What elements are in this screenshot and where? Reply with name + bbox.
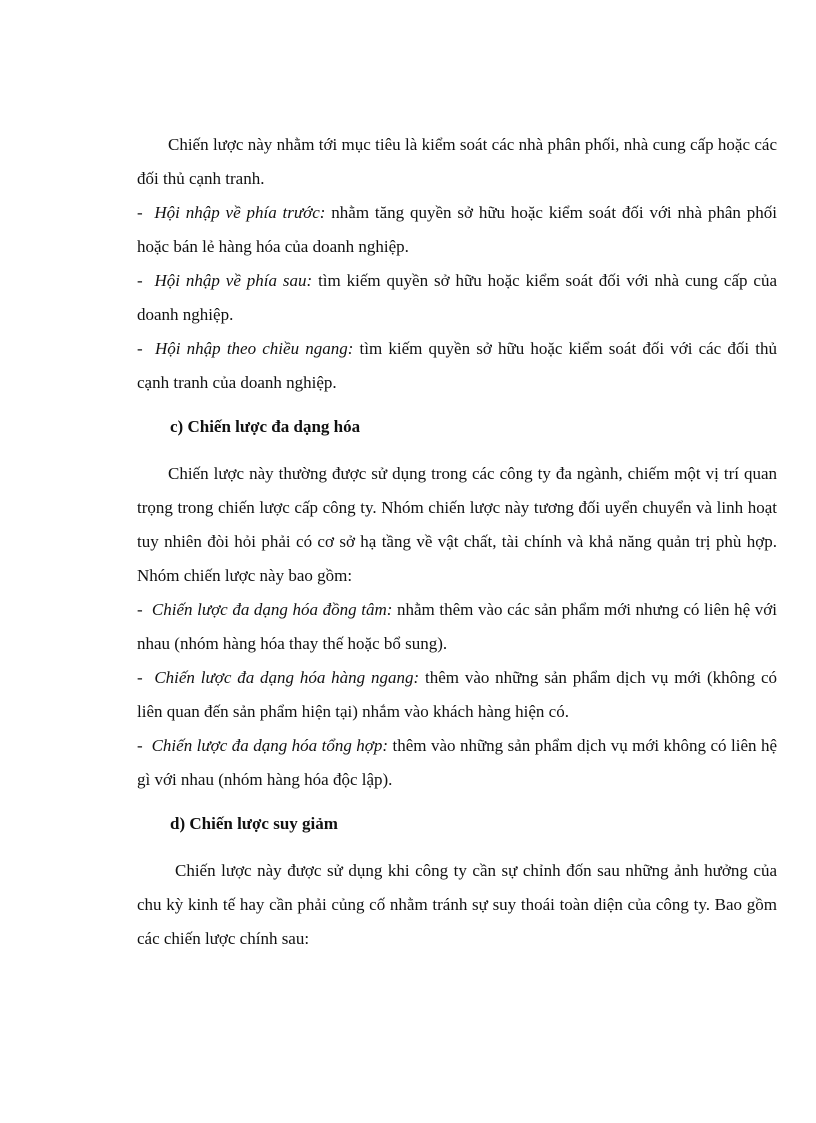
bullet-forward-integration: [137, 196, 777, 264]
bullet-text: nhằm tăng quyền sở hữu hoặc kiểm soát đối với nhà phân phối hoặc bán lẻ hàng hóa của doanh nghiệp.: [137, 203, 777, 256]
bullet-concentric-diversification: [137, 593, 777, 661]
bullet-horizontal-diversification: [137, 661, 777, 729]
heading-diversification: c) Chiến lược đa dạng hóa: [170, 417, 361, 436]
bullet-term: Chiến lược đa dạng hóa hàng ngang:: [154, 668, 420, 687]
bullet-term: Chiến lược đa dạng hóa đồng tâm:: [151, 600, 393, 619]
bullet-text: tìm kiếm quyền sở hữu hoặc kiểm soát đối với các đối thủ cạnh tranh của doanh nghiệp.: [137, 339, 777, 392]
bullet-text: nhằm thêm vào các sản phẩm mới nhưng có liên hệ với nhau (nhóm hàng hóa thay thế hoặc bổ sung).: [137, 600, 777, 653]
bullet-dash: -: [137, 203, 143, 222]
bullet-dash: -: [137, 736, 143, 755]
bullet-dash: -: [137, 668, 143, 687]
bullet-text: thêm vào những sản phẩm dịch vụ mới không có liên hệ gì với nhau (nhóm hàng hóa độc lập).: [137, 736, 778, 789]
retrenchment-intro-paragraph: Chiến lược này được sử dụng khi công ty cần sự chỉnh đốn sau những ảnh hưởng của chu kỳ kinh tế hay cần phải củng cố nhằm tránh sự suy thoái toàn diện của công ty. Bao gồm các chiến lược chính sau:: [137, 861, 777, 948]
bullet-dash: -: [137, 600, 143, 619]
bullet-conglomerate-diversification: [137, 729, 777, 797]
bullet-term: Hội nhập về phía trước:: [154, 203, 326, 222]
bullet-dash: -: [137, 339, 143, 358]
heading-retrenchment: d) Chiến lược suy giảm: [170, 814, 338, 833]
document-page: [137, 128, 777, 956]
bullet-dash: -: [137, 271, 143, 290]
diversification-intro-paragraph: Chiến lược này thường được sử dụng trong các công ty đa ngành, chiếm một vị trí quan trọng trong chiến lược cấp công ty. Nhóm chiến lược này tương đối uyển chuyển và linh hoạt tuy nhiên đòi hỏi phải có cơ sở hạ tầng về vật chất, tài chính và khả năng quản trị phù hợp. Nhóm chiến lược này bao gồm:: [137, 464, 777, 585]
bullet-term: Hội nhập theo chiều ngang:: [155, 339, 354, 358]
bullet-text: thêm vào những sản phẩm dịch vụ mới (không có liên quan đến sản phẩm hiện tại) nhắm vào khách hàng hiện có.: [137, 668, 778, 721]
bullet-horizontal-integration: [137, 332, 777, 400]
bullet-backward-integration: [137, 264, 777, 332]
bullet-term: Hội nhập về phía sau:: [154, 271, 313, 290]
bullet-term: Chiến lược đa dạng hóa tổng hợp:: [151, 736, 389, 755]
bullet-text: tìm kiếm quyền sở hữu hoặc kiểm soát đối với nhà cung cấp của doanh nghiệp.: [137, 271, 778, 324]
integration-intro-paragraph: Chiến lược này nhằm tới mục tiêu là kiểm soát các nhà phân phối, nhà cung cấp hoặc các đối thủ cạnh tranh.: [137, 135, 777, 188]
